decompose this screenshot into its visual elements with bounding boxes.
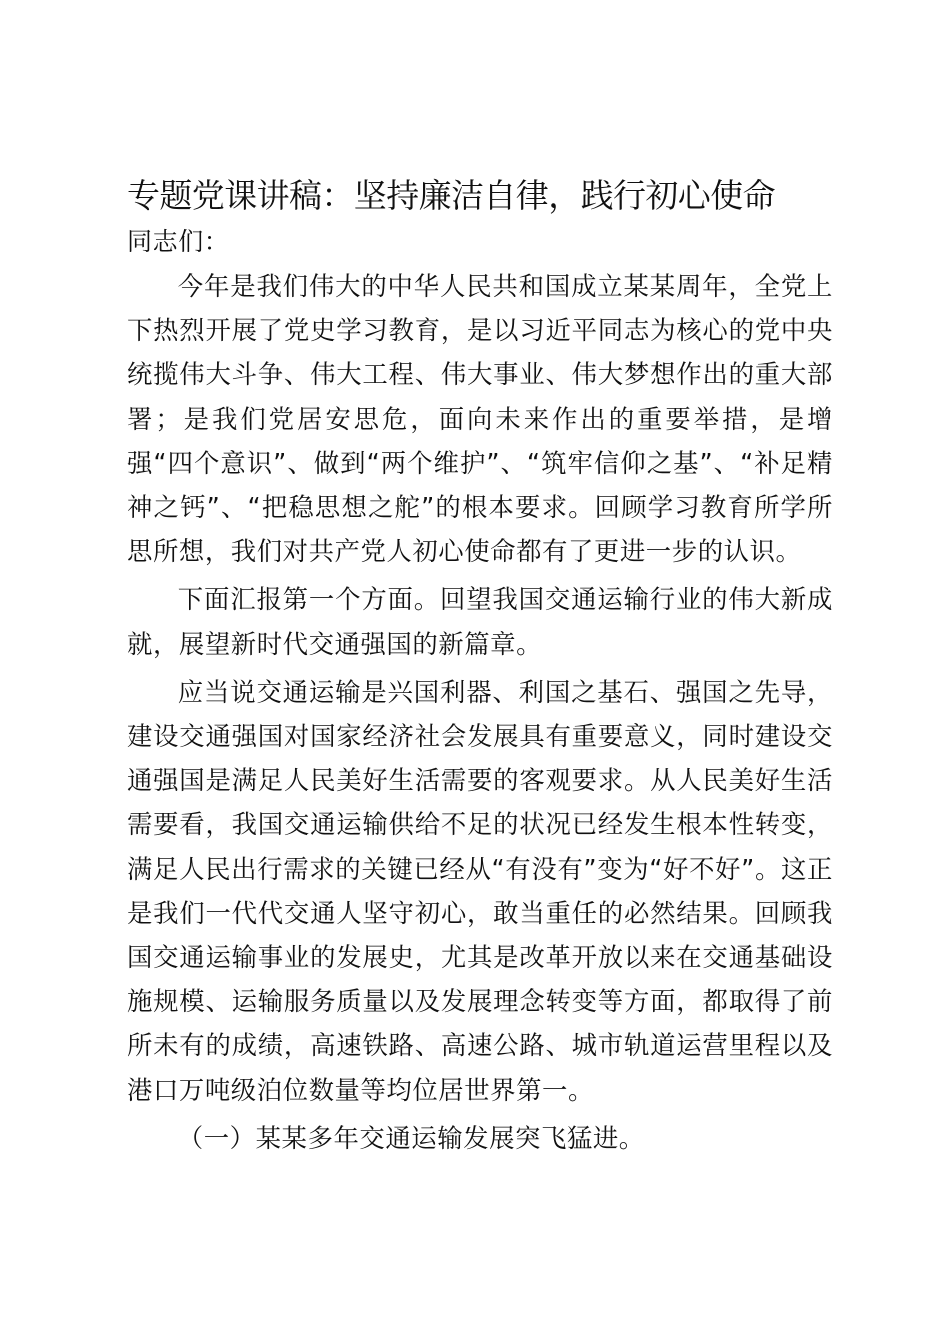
subheading-section-one: （一）某某多年交通运输发展突飞猛进。 xyxy=(177,1122,645,1153)
document-title: 专题党课讲稿：坚持廉洁自律，践行初心使命 xyxy=(127,176,776,215)
paragraph-transport-achievements: 应当说交通运输是兴国利器、利国之基石、强国之先导，建设交通强国对国家经济社会发展具有重要意义，同时建设交通强国是满足人民美好生活需要的客观要求。从人民美好生活需要看，我国交通运输供给不足的状况已经发生根本性转变，满足人民出行需求的关键已经从“有没有”变为“好不好”。这正是我们一代代交通人坚守初心，敢当重任的必然结果。回顾我国交通运输事业的发展史，尤其是改革开放以来在交通基础设施规模、运输服务质量以及发展理念转变等方面，都取得了前所未有的成绩，高速铁路、高速公路、城市轨道运营里程以及港口万吨级泊位数量等均位居世界第一。 xyxy=(127,676,833,1105)
salutation: 同志们： xyxy=(127,227,230,256)
paragraph-section-one-intro: 下面汇报第一个方面。回望我国交通运输行业的伟大新成就，展望新时代交通强国的新篇章。 xyxy=(127,584,833,659)
document-body xyxy=(127,172,833,1164)
paragraph-intro: 今年是我们伟大的中华人民共和国成立某某周年，全党上下热烈开展了党史学习教育，是以习近平同志为核心的党中央统揽伟大斗争、伟大工程、伟大事业、伟大梦想作出的重大部署；是我们党居安思危，面向未来作出的重要举措，是增强“四个意识”、做到“两个维护”、“筑牢信仰之基”、“补足精神之钙”、“把稳思想之舵”的根本要求。回顾学习教育所学所思所想，我们对共产党人初心使命都有了更进一步的认识。 xyxy=(127,271,833,567)
